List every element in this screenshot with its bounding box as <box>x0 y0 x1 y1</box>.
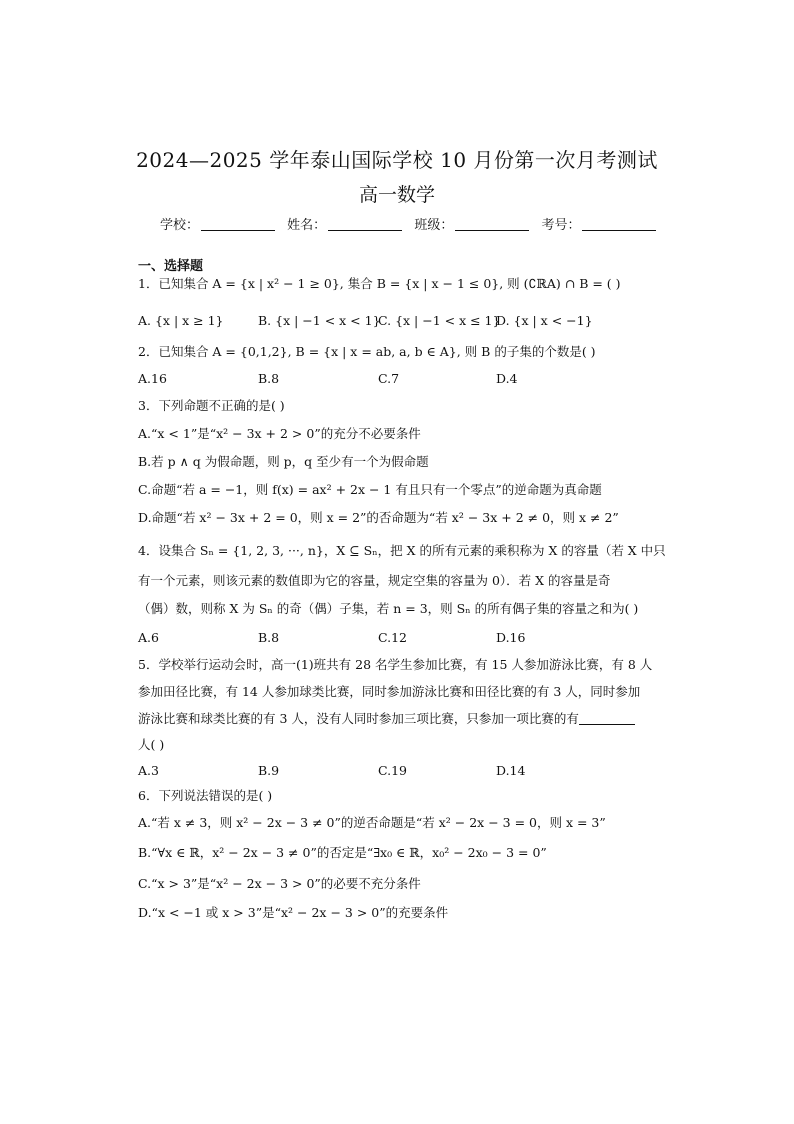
q5-option-a: A.3 <box>138 763 159 778</box>
class-blank <box>455 218 529 231</box>
student-info-row <box>160 214 664 233</box>
q5-option-b: B.9 <box>258 763 280 778</box>
q4-option-c: C.12 <box>378 630 407 645</box>
q3-option-d: D.命题“若 x² − 3x + 2 = 0，则 x = 2”的否命题为“若 x² − 3x + 2 ≠ 0，则 x ≠ 2” <box>138 510 619 525</box>
q4-line-2: 有一个元素，则该元素的数值即为它的容量，规定空集的容量为 0）．若 X 的容量是奇 <box>138 573 611 588</box>
q6-option-b: B.“∀x ∈ ℝ，x² − 2x − 3 ≠ 0”的否定是“∃x₀ ∈ ℝ，x₀² − 2x₀ − 3 = 0” <box>138 845 547 860</box>
q5-option-d: D.14 <box>496 763 526 778</box>
q4-line-3: （偶）数，则称 X 为 Sₙ 的奇（偶）子集，若 n = 3，则 Sₙ 的所有偶子集的容量之和为( ) <box>138 601 639 616</box>
q3-stem: 3．下列命题不正确的是( ) <box>138 398 285 413</box>
q1-stem: 1．已知集合 A = {x | x² − 1 ≥ 0}, 集合 B = {x | x − 1 ≤ 0}, 则 (∁ℝA) ∩ B = ( ) <box>138 276 621 291</box>
q4-line-1: 4．设集合 Sₙ = {1, 2, 3, ···, n}，X ⊆ Sₙ，把 X 的所有元素的乘积称为 X 的容量（若 X 中只 <box>138 543 666 558</box>
q2-option-d: D.4 <box>496 371 518 386</box>
q5-line-2: 参加田径比赛，有 14 人参加球类比赛，同时参加游泳比赛和田径比赛的有 3 人，同时参加 <box>138 684 641 699</box>
q5-line-1: 5．学校举行运动会时，高一(1)班共有 28 名学生参加比赛，有 15 人参加游泳比赛，有 8 人 <box>138 657 653 672</box>
section-heading: 一、选择题 <box>138 259 204 274</box>
q2-option-b: B.8 <box>258 371 280 386</box>
q4-option-d: D.16 <box>496 630 526 645</box>
q3-option-a: A.“x < 1”是“x² − 3x + 2 > 0”的充分不必要条件 <box>138 426 421 441</box>
q1-option-a: A. {x | x ≥ 1} <box>138 313 224 328</box>
q5-line-4: 人( ) <box>138 737 165 752</box>
school-blank <box>201 218 275 231</box>
q2-option-c: C.7 <box>378 371 400 386</box>
q3-option-b: B.若 p ∧ q 为假命题，则 p，q 至少有一个为假命题 <box>138 454 429 469</box>
q6-option-a: A.“若 x ≠ 3，则 x² − 2x − 3 ≠ 0”的逆否命题是“若 x² − 2x − 3 = 0，则 x = 3” <box>138 815 606 830</box>
exam-title: 2024—2025 学年泰山国际学校 10 月份第一次月考测试 <box>136 148 658 172</box>
q1-option-b: B. {x | −1 < x < 1} <box>258 313 381 328</box>
q5-line-3-text: 游泳比赛和球类比赛的有 3 人，没有人同时参加三项比赛，只参加一项比赛的有 <box>138 711 579 726</box>
exam-subtitle: 高一数学 <box>358 184 435 206</box>
q5-line-3 <box>138 710 635 728</box>
q3-option-c: C.命题“若 a = −1，则 f(x) = ax² + 2x − 1 有且只有一个零点”的逆命题为真命题 <box>138 482 602 497</box>
class-label: 班级： <box>414 218 454 233</box>
q5-answer-blank <box>579 712 635 725</box>
q6-stem: 6．下列说法错误的是( ) <box>138 788 273 803</box>
q2-option-a: A.16 <box>138 371 167 386</box>
q5-option-c: C.19 <box>378 763 407 778</box>
q6-option-d: D.“x < −1 或 x > 3”是“x² − 2x − 3 > 0”的充要条件 <box>138 905 449 920</box>
number-blank <box>582 218 656 231</box>
q4-option-b: B.8 <box>258 630 280 645</box>
name-blank <box>328 218 402 231</box>
q1-option-d: D. {x | x < −1} <box>496 313 593 328</box>
name-label: 姓名： <box>287 218 327 233</box>
school-label: 学校： <box>160 218 200 233</box>
q2-stem: 2．已知集合 A = {0,1,2}, B = {x | x = ab, a, b ∈ A}, 则 B 的子集的个数是( ) <box>138 344 596 359</box>
q4-option-a: A.6 <box>138 630 159 645</box>
q1-option-c: C. {x | −1 < x ≤ 1} <box>378 313 501 328</box>
number-label: 考号： <box>541 218 581 233</box>
q6-option-c: C.“x > 3”是“x² − 2x − 3 > 0”的必要不充分条件 <box>138 876 421 891</box>
